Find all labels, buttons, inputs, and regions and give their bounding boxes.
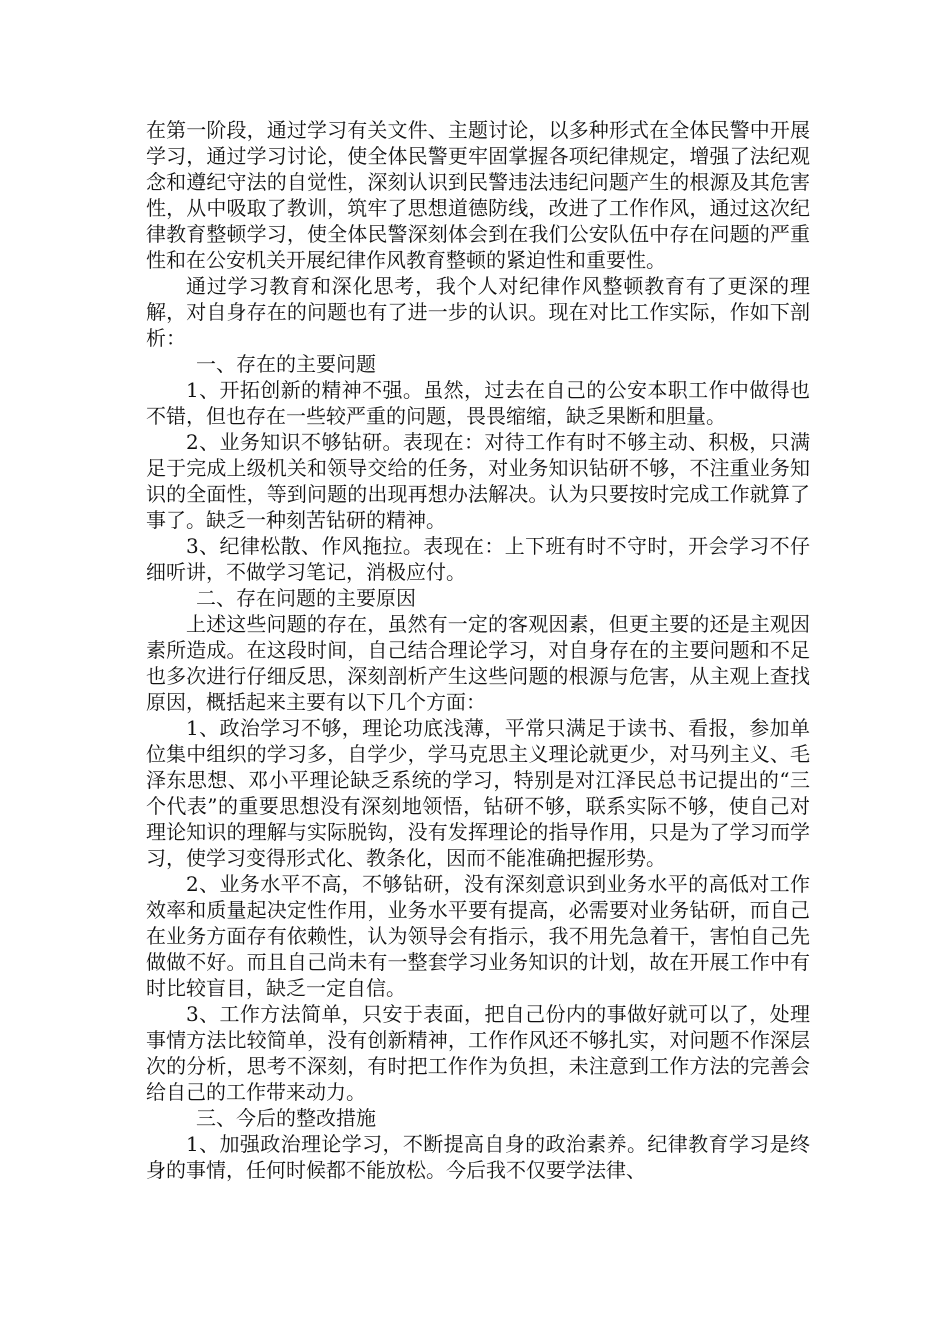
paragraph-problem-2: 2、业务知识不够钻研。表现在：对待工作有时不够主动、积极，只满足于完成上级机关和领导交给的任务，对业务知识钻研不够，不注重业务知识的全面性，等到问题的出现再想办法解决。认为只要按时完成工作就算了事了。缺乏一种刻苦钻研的精神。 (146, 430, 810, 532)
section-heading-problems: 一、存在的主要问题 (196, 352, 376, 376)
paragraph-intro: 在第一阶段，通过学习有关文件、主题讨论，以多种形式在全体民警中开展学习，通过学习讨论，使全体民警更牢固掌握各项纪律规定，增强了法纪观念和遵纪守法的自觉性，深刻认识到民警违法违纪问题产生的根源及其危害性，从中吸取了教训，筑牢了思想道德防线，改进了工作作风，通过这次纪律教育整顿学习，使全体民警深刻体会到在我们公安队伍中存在问题的严重性和在公安机关开展纪律作风教育整顿的紧迫性和重要性。 (146, 118, 810, 272)
section-heading-causes: 二、存在问题的主要原因 (196, 586, 416, 610)
section-heading-measures: 三、今后的整改措施 (196, 1106, 376, 1130)
paragraph-problem-1: 1、开拓创新的精神不强。虽然，过去在自己的公安本职工作中做得也不错，但也存在一些较严重的问题，畏畏缩缩，缺乏果断和胆量。 (146, 378, 810, 428)
paragraph-measure-1: 1、加强政治理论学习，不断提高自身的政治素养。纪律教育学习是终身的事情，任何时候都不能放松。今后我不仅要学法律、 (146, 1132, 810, 1182)
paragraph-cause-1: 1、政治学习不够，理论功底浅薄，平常只满足于读书、看报，参加单位集中组织的学习多，自学少，学马克思主义理论就更少，对马列主义、毛泽东思想、邓小平理论缺乏系统的学习，特别是对江泽民总书记提出的“三个代表”的重要思想没有深刻地领悟，钻研不够，联系实际不够，使自己对理论知识的理解与实际脱钩，没有发挥理论的指导作用，只是为了学习而学习，使学习变得形式化、教条化，因而不能准确把握形势。 (146, 716, 810, 870)
paragraph-problem-3: 3、纪律松散、作风拖拉。表现在：上下班有时不守时，开会学习不仔细听讲，不做学习笔记，消极应付。 (146, 534, 810, 584)
document-page (146, 117, 810, 1183)
paragraph-cause-2: 2、业务水平不高，不够钻研，没有深刻意识到业务水平的高低对工作效率和质量起决定性作用，业务水平要有提高，必需要对业务钻研，而自己在业务方面存有依赖性，认为领导会有指示，我不用先急着干，害怕自己先做做不好。而且自己尚未有一整套学习业务知识的计划，故在开展工作中有时比较盲目，缺乏一定自信。 (146, 872, 810, 1000)
paragraph-causes-intro: 上述这些问题的存在，虽然有一定的客观因素，但更主要的还是主观因素所造成。在这段时间，自己结合理论学习，对自身存在的主要问题和不足也多次进行仔细反思，深刻剖析产生这些问题的根源与危害，从主观上查找原因，概括起来主要有以下几个方面： (146, 612, 810, 714)
paragraph-analysis-intro: 通过学习教育和深化思考，我个人对纪律作风整顿教育有了更深的理解，对自身存在的问题也有了进一步的认识。现在对比工作实际，作如下剖析： (146, 274, 810, 350)
paragraph-cause-3: 3、工作方法简单，只安于表面，把自己份内的事做好就可以了，处理事情方法比较简单，没有创新精神，工作作风还不够扎实，对问题不作深层次的分析，思考不深刻，有时把工作作为负担，未注意到工作方法的完善会给自己的工作带来动力。 (146, 1002, 810, 1104)
